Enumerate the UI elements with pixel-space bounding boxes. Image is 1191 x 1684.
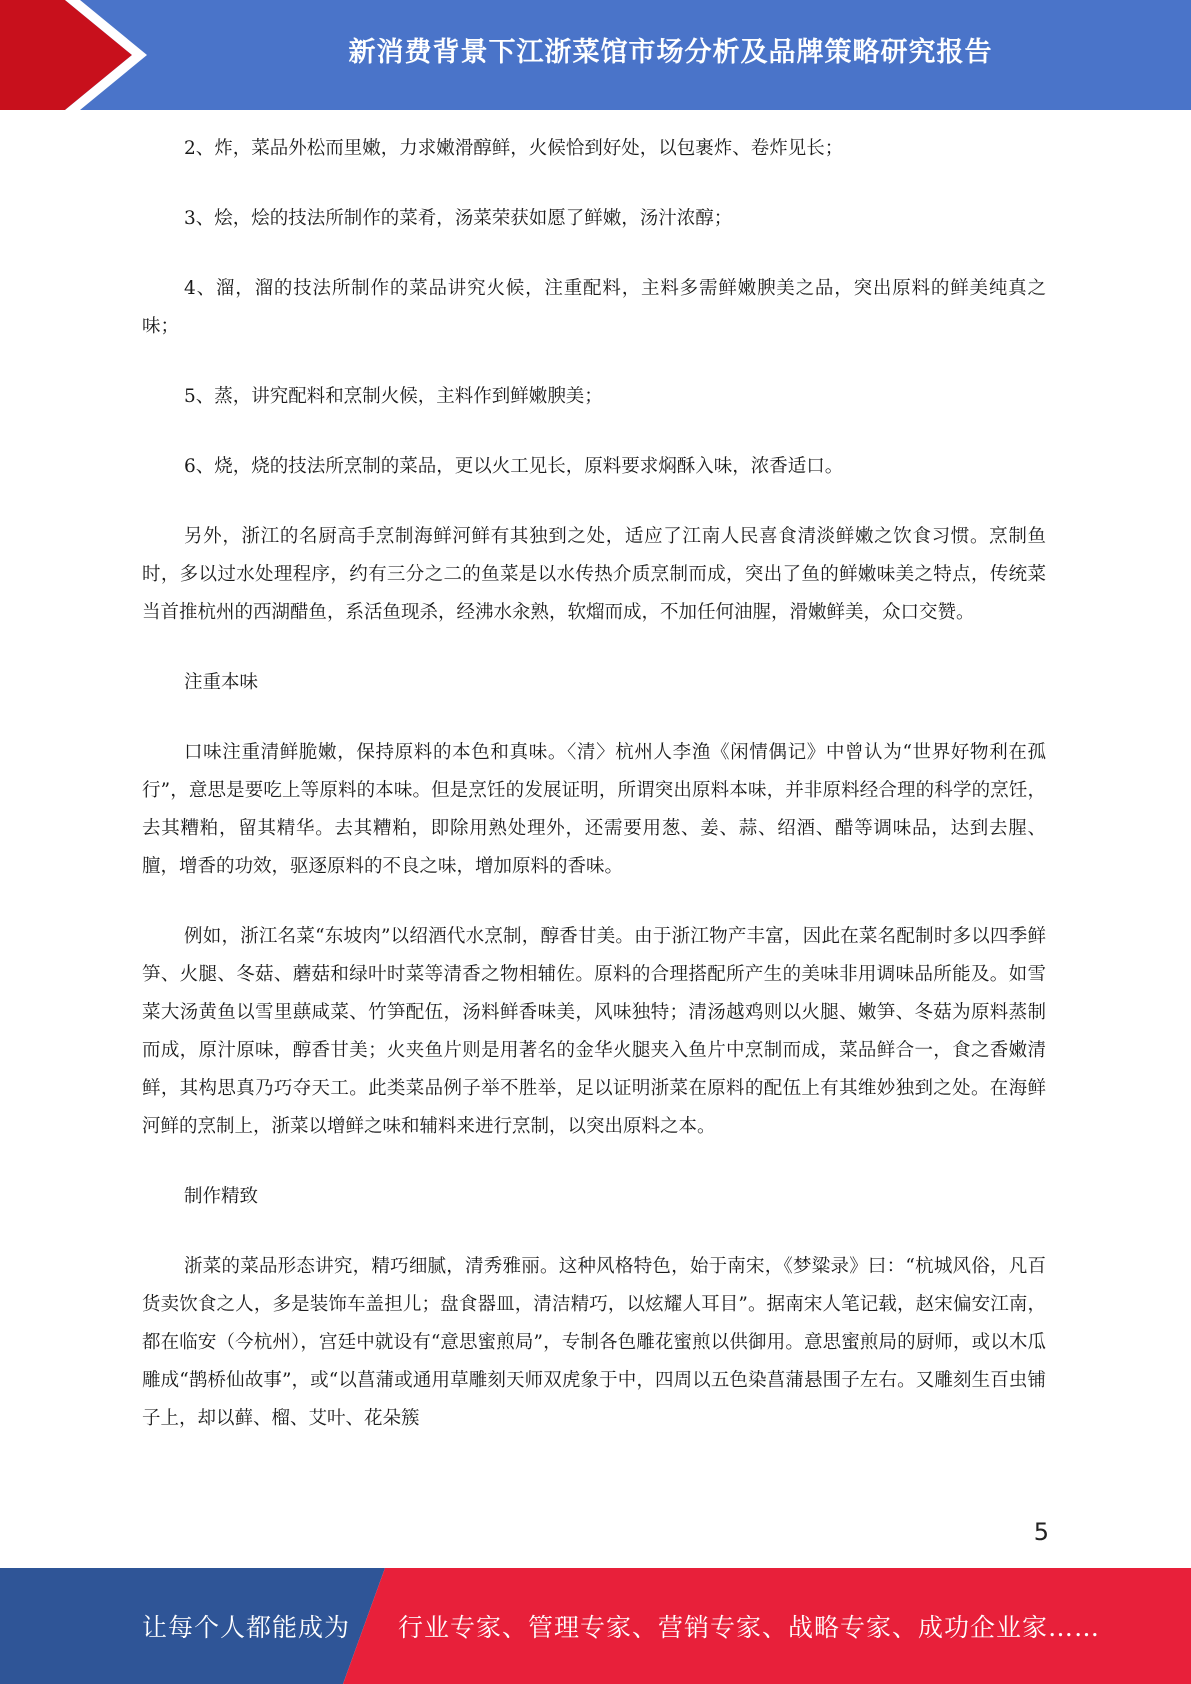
paragraph: 浙菜的菜品形态讲究，精巧细腻，清秀雅丽。这种风格特色，始于南宋，《梦粱录》曰：“杭城风俗，凡百货卖饮食之人，多是装饰车盖担儿；盘食器皿，清洁精巧，以炫耀人耳目”。据南宋人笔记载，赵宋偏安江南，都在临安（今杭州），宫廷中就设有“意思蜜煎局”，专制各色雕花蜜煎以供御用。意思蜜煎局的厨师，或以木瓜雕成“鹊桥仙故事”，或“以菖蒲或通用草雕刻天师双虎象于中，四周以五色染菖蒲悬围子左右。又雕刻生百虫铺子上，却以藓、榴、艾叶、花朵簇 xyxy=(142,1256,1046,1429)
page-body xyxy=(142,130,1046,1470)
header-chevron-icon xyxy=(0,0,150,110)
paragraph: 口味注重清鲜脆嫩，保持原料的本色和真味。〈清〉杭州人李渔《闲情偶记》中曾认为“世界好物利在孤行”，意思是要吃上等原料的本味。但是烹饪的发展证明，所谓突出原料本味，并非原料经合理的科学的烹饪，去其糟粕，留其精华。去其糟粕，即除用熟处理外，还需要用葱、姜、蒜、绍酒、醋等调味品，达到去腥、膻，增香的功效，驱逐原料的不良之味，增加原料的香味。 xyxy=(142,742,1046,877)
paragraph: 2、炸，菜品外松而里嫩，力求嫩滑醇鲜，火候恰到好处，以包裹炸、卷炸见长； xyxy=(184,138,844,159)
page-number: 5 xyxy=(1033,1518,1049,1546)
paragraph: 4、溜，溜的技法所制作的菜品讲究火候，注重配料，主料多需鲜嫩腴美之品，突出原料的鲜美纯真之味； xyxy=(142,278,1046,337)
section-heading: 制作精致 xyxy=(184,1186,259,1207)
paragraph: 3、烩，烩的技法所制作的菜肴，汤菜荣获如愿了鲜嫩，汤汁浓醇； xyxy=(184,208,733,229)
report-footer xyxy=(0,1568,1191,1684)
section-heading: 注重本味 xyxy=(184,672,259,693)
paragraph: 6、烧，烧的技法所烹制的菜品，更以火工见长，原料要求焖酥入味，浓香适口。 xyxy=(184,456,844,477)
paragraph: 5、蒸，讲究配料和烹制火候，主料作到鲜嫩腴美； xyxy=(184,386,603,407)
paragraph: 另外，浙江的名厨高手烹制海鲜河鲜有其独到之处，适应了江南人民喜食清淡鲜嫩之饮食习惯。烹制鱼时，多以过水处理程序，约有三分之二的鱼菜是以水传热介质烹制而成，突出了鱼的鲜嫩味美之特点，传统菜当首推杭州的西湖醋鱼，系活鱼现杀，经沸水汆熟，软熘而成，不加任何油腥，滑嫩鲜美，众口交赞。 xyxy=(142,526,1046,623)
paragraph: 例如，浙江名菜“东坡肉”以绍酒代水烹制，醇香甘美。由于浙江物产丰富，因此在菜名配制时多以四季鲜笋、火腿、冬菇、蘑菇和绿叶时菜等清香之物相辅佐。原料的合理搭配所产生的美味非用调味品所能及。如雪菜大汤黄鱼以雪里蕻咸菜、竹笋配伍，汤料鲜香味美，风味独特；清汤越鸡则以火腿、嫩笋、冬菇为原料蒸制而成，原汁原味，醇香甘美；火夹鱼片则是用著名的金华火腿夹入鱼片中烹制而成，菜品鲜合一，食之香嫩清鲜，其构思真乃巧夺天工。此类菜品例子举不胜举，足以证明浙菜在原料的配伍上有其维妙独到之处。在海鲜河鲜的烹制上，浙菜以增鲜之味和辅料来进行烹制，以突出原料之本。 xyxy=(142,926,1046,1137)
report-header xyxy=(0,0,1191,110)
report-title: 新消费背景下江浙菜馆市场分析及品牌策略研究报告 xyxy=(348,36,993,68)
footer-slogan-right: 行业专家、管理专家、营销专家、战略专家、成功企业家…… xyxy=(398,1613,1101,1642)
footer-slogan-left: 让每个人都能成为 xyxy=(142,1613,351,1642)
